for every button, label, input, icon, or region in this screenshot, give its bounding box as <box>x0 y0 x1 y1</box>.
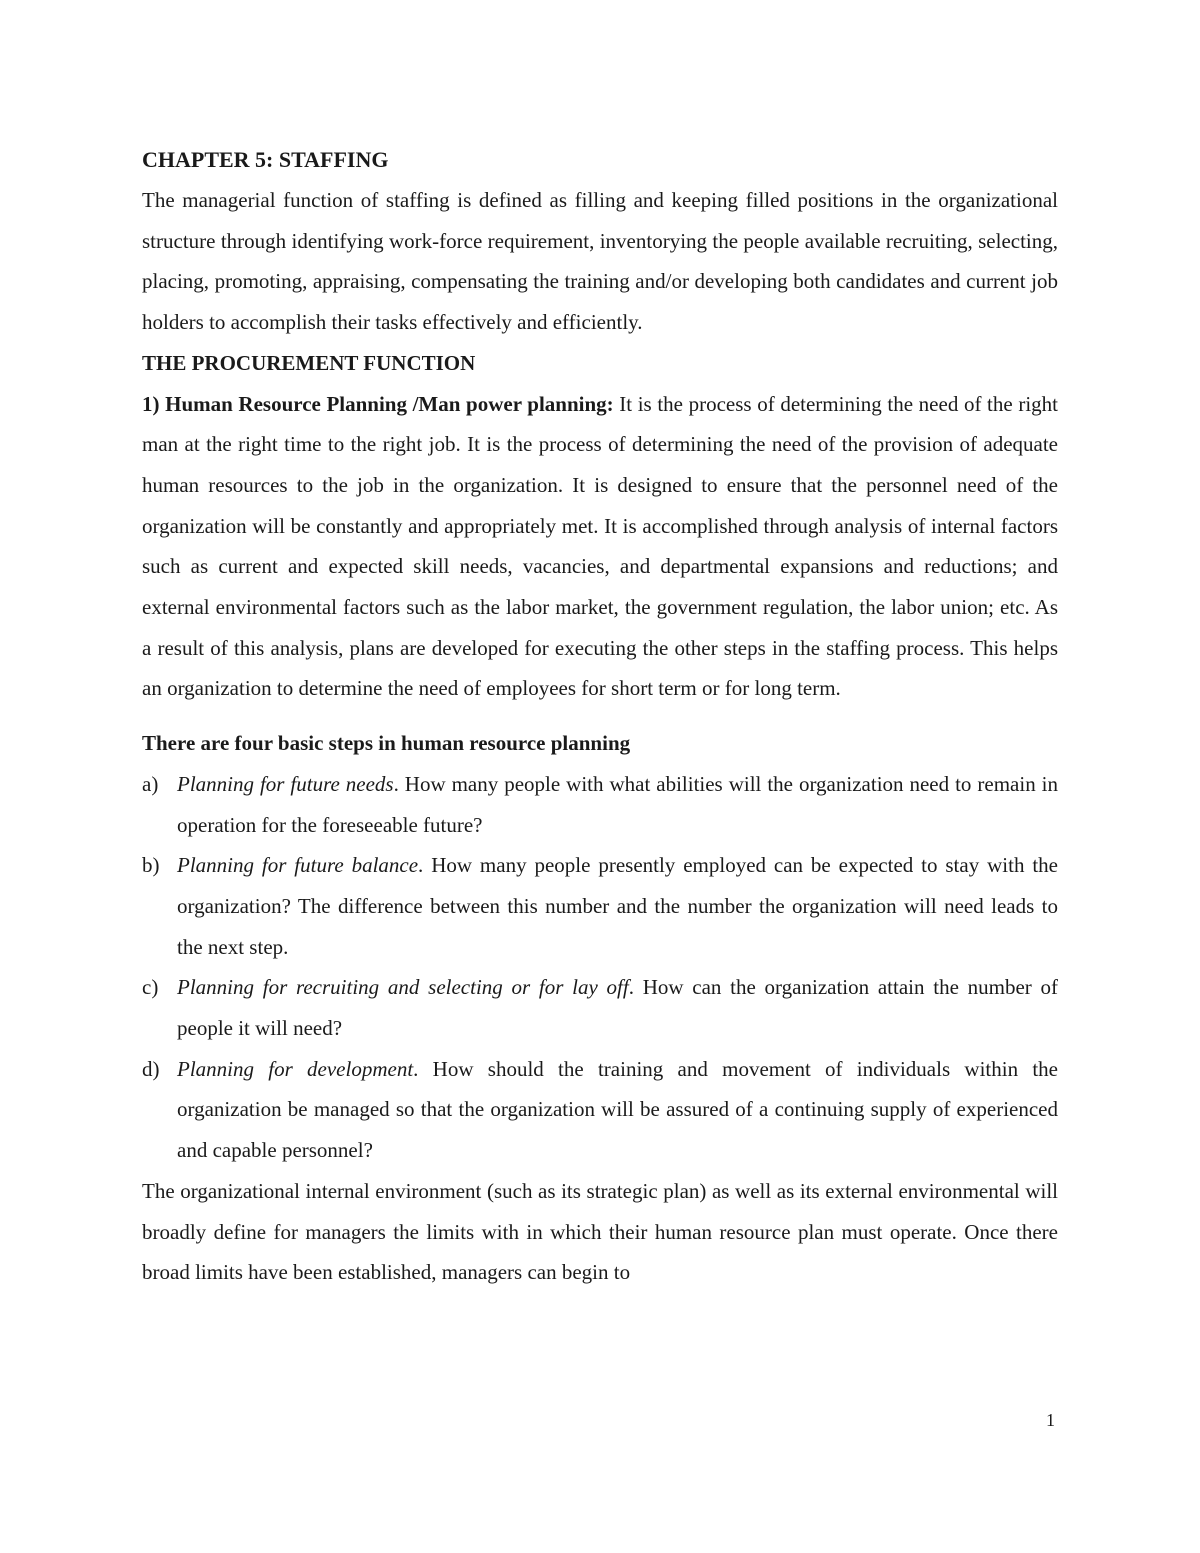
list-marker: c) <box>142 975 159 1000</box>
step-title: Planning for future balance <box>177 853 419 878</box>
steps-heading: There are four basic steps in human resource planning <box>142 731 631 756</box>
section-heading: THE PROCUREMENT FUNCTION <box>142 350 476 375</box>
document-page <box>142 140 1058 1293</box>
list-marker: b) <box>142 853 160 878</box>
list-item <box>142 967 1058 1048</box>
hrp-lead: 1) Human Resource Planning /Man power planning: <box>142 391 614 416</box>
step-title: Planning for development <box>177 1056 414 1081</box>
step-title: Planning for future needs <box>177 771 394 796</box>
step-text: How many people with what abilities will the organization need to remain in operation for the foreseeable future? <box>177 771 1058 837</box>
closing-paragraph: The organizational internal environment (such as its strategic plan) as well as its external environmental will broadly define for managers the limits with in which their human resource plan must operate. Once there broad limits have been established, managers can begin to <box>142 1178 1058 1285</box>
step-punct: . <box>393 771 399 796</box>
list-item <box>142 764 1058 845</box>
step-punct: . <box>413 1056 419 1081</box>
step-text: How can the organization attain the number of people it will need? <box>177 975 1059 1041</box>
chapter-title: CHAPTER 5: STAFFING <box>142 147 389 172</box>
list-marker: d) <box>142 1056 160 1081</box>
list-item <box>142 1049 1058 1171</box>
hrp-paragraph <box>142 384 1058 710</box>
list-marker: a) <box>142 771 159 796</box>
step-title: Planning for recruiting and selecting or for lay off <box>177 975 629 1000</box>
step-text: How many people presently employed can be expected to stay with the organization? The difference between this number and the number the organization will need leads to the next step. <box>177 853 1058 959</box>
step-punct: . <box>628 975 634 1000</box>
step-punct: . <box>418 853 424 878</box>
page-number: 1 <box>1046 1410 1055 1430</box>
hrp-text: It is the process of determining the need of the right man at the right time to the right job. It is the process of determining the need of the provision of adequate human resources to the job in the organization. It is designed to ensure that the personnel need of the organization will be constantly and appropriately met. It is accomplished through analysis of internal factors such as current and expected skill needs, vacancies, and departmental expansions and reductions; and external environmental factors such as the labor market, the government regulation, the labor union; etc. As a result of this analysis, plans are developed for executing the other steps in the staffing process. This helps an organization to determine the need of employees for short term or for long term. <box>142 391 1058 701</box>
steps-list <box>142 764 1058 1171</box>
list-item <box>142 845 1058 967</box>
intro-paragraph: The managerial function of staffing is defined as filling and keeping filled positions in the organizational structure through identifying work-force requirement, inventorying the people available recruiting, selecting, placing, promoting, appraising, compensating the training and/or developing both candidates and current job holders to accomplish their tasks effectively and efficiently. <box>142 188 1058 335</box>
step-text: How should the training and movement of individuals within the organization be managed so that the organization will be assured of a continuing supply of experienced and capable personnel? <box>177 1056 1058 1163</box>
